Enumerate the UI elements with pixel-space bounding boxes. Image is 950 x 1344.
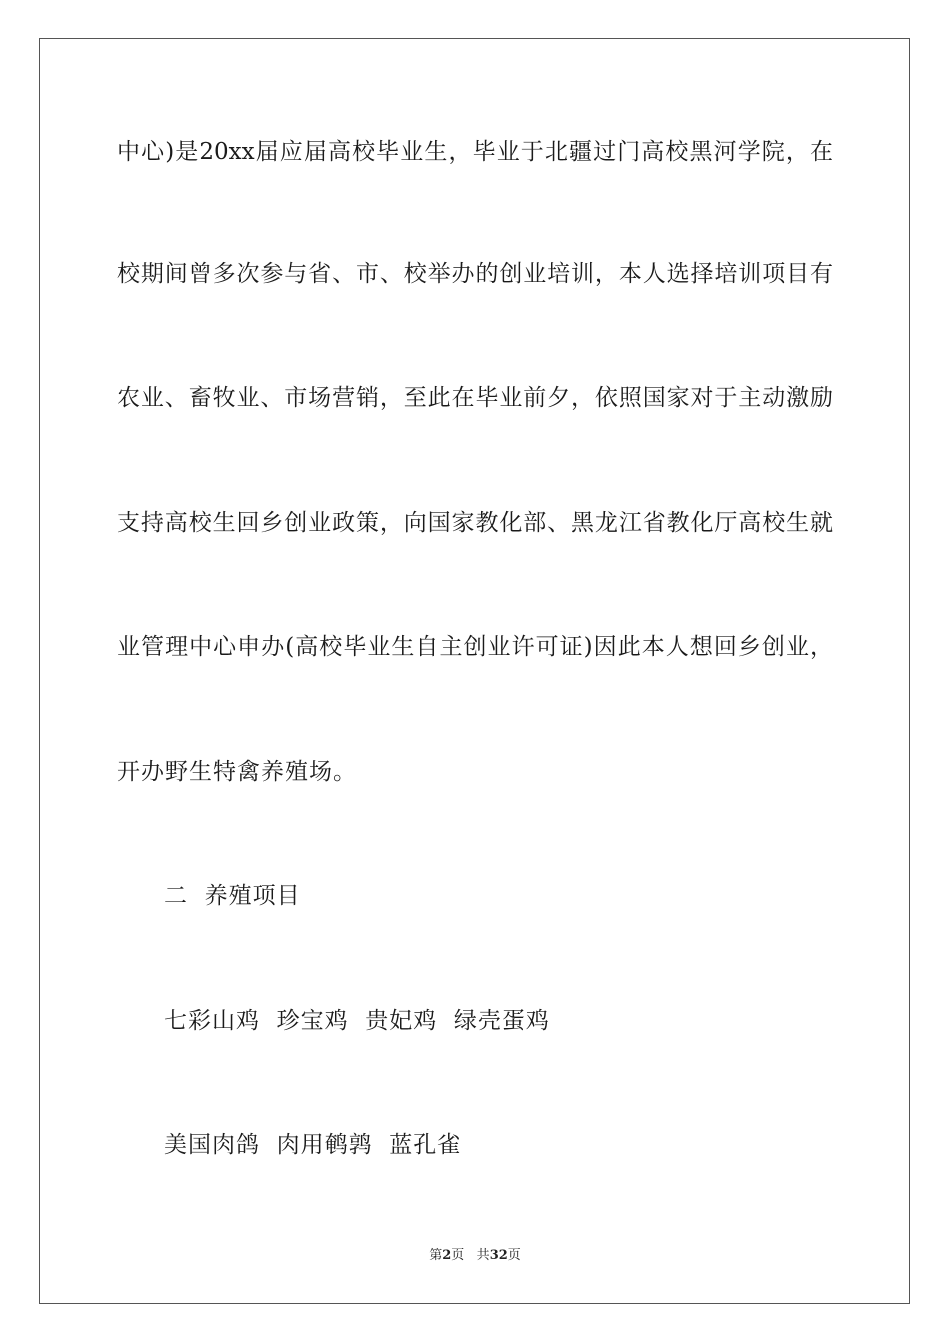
paragraph-line-6: 开办野生特禽养殖场。	[117, 759, 357, 785]
total-label-suffix: 页	[507, 1248, 521, 1263]
paragraph-line-3: 农业、畜牧业、市场营销，至此在毕业前夕，依照国家对于主动激励	[117, 385, 833, 411]
current-page-number: 2	[442, 1248, 452, 1263]
breed-list-line-2: 美国肉鸽 肉用鹌鹑 蓝孔雀	[164, 1132, 462, 1158]
page-footer	[0, 1247, 950, 1265]
total-page-count: 32	[489, 1248, 508, 1263]
page-border	[39, 38, 910, 1304]
page-label-suffix: 页	[451, 1248, 465, 1263]
paragraph-line-4: 支持高校生回乡创业政策，向国家教化部、黑龙江省教化厅高校生就	[117, 510, 833, 536]
breed-list-line-1: 七彩山鸡 珍宝鸡 贵妃鸡 绿壳蛋鸡	[164, 1008, 550, 1034]
paragraph-line-2: 校期间曾多次参与省、市、校举办的创业培训，本人选择培训项目有	[117, 261, 833, 287]
total-label-prefix: 共	[476, 1248, 490, 1263]
paragraph-line-1: 中心)是20xx届应届高校毕业生，毕业于北疆过门高校黑河学院，在	[117, 139, 833, 165]
page-label-prefix: 第	[429, 1248, 443, 1263]
paragraph-line-5: 业管理中心申办(高校毕业生自主创业许可证)因此本人想回乡创业，	[117, 634, 833, 660]
section-heading: 二 养殖项目	[164, 883, 301, 909]
